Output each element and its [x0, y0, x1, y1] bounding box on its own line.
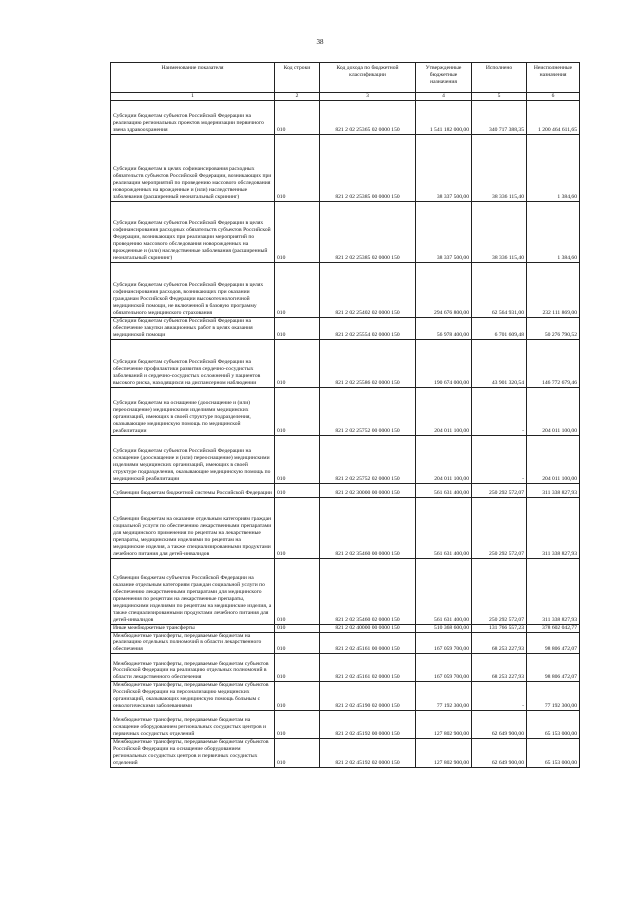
table-row [111, 201, 580, 262]
table-row [111, 558, 580, 624]
header-income-code: Код дохода по бюджетной классификации [320, 63, 416, 93]
table-row [111, 682, 580, 711]
row-remaining: 1 200 464 611,65 [527, 100, 580, 134]
table-header-row [111, 63, 580, 93]
row-approved: 204 011 100,00 [416, 387, 472, 435]
row-income-code: 821 2 02 25365 02 0000 150 [320, 100, 416, 134]
table-row [111, 624, 580, 632]
row-executed: 62 649 900,00 [472, 738, 527, 767]
row-executed: 340 717 388,35 [472, 100, 527, 134]
row-name: Субвенции бюджетам на оказание отдельным категориям граждан социальной услуги по обеспечению лекарственными препаратами для медицинского применения по рецептам на лекарственные препараты, медицинскими изделиями по рецептам на медицинские изделия, а также специализированными продуктами лечебного питания для детей-инвалидов [111, 497, 275, 558]
row-name: Субсидии бюджетам субъектов Российской Федерации в целях софинансирования расходных обязательств субъектов Российской Федерации, возникающих при реализации мероприятий по проведению массового обследования новорожденных на врожденные и (или) наследственные заболевания (расширенный неонатальный скрининг) [111, 201, 275, 262]
table-row [111, 435, 580, 483]
row-executed: 38 336 115,40 [472, 134, 527, 201]
row-approved: 167 059 700,00 [416, 632, 472, 654]
row-executed: - [472, 682, 527, 711]
row-approved: 561 631 400,00 [416, 558, 472, 624]
row-approved: 127 802 900,00 [416, 738, 472, 767]
row-name: Субвенции бюджетам бюджетной системы Российской Федерации [111, 483, 275, 497]
row-remaining: 311 338 827,93 [527, 558, 580, 624]
column-index: 6 [527, 93, 580, 101]
table-row [111, 632, 580, 654]
row-income-code: 821 2 02 25402 02 0000 150 [320, 262, 416, 317]
column-index: 5 [472, 93, 527, 101]
row-name: Субсидии бюджетам субъектов Российской Федерации в целях софинансирования расходов, возникающих при оказании гражданам Российской Федерации высокотехнологичной медицинской помощи, не включенной в базовую программу обязательного медицинского страхования [111, 262, 275, 317]
column-index: 1 [111, 93, 275, 101]
row-executed: 131 766 557,23 [472, 624, 527, 632]
row-code: 010 [275, 483, 320, 497]
column-index-row [111, 93, 580, 101]
row-code: 010 [275, 497, 320, 558]
row-code: 010 [275, 339, 320, 387]
row-remaining: 50 276 790,52 [527, 317, 580, 339]
row-approved: 167 059 700,00 [416, 654, 472, 682]
row-income-code: 821 2 02 30000 00 0000 150 [320, 483, 416, 497]
header-executed: Исполнено [472, 63, 527, 93]
table-row [111, 654, 580, 682]
header-approved: Утвержденные бюджетные назначения [416, 63, 472, 93]
row-code: 010 [275, 134, 320, 201]
header-row-code: Код строки [275, 63, 320, 93]
row-income-code: 821 2 02 45161 00 0000 150 [320, 632, 416, 654]
row-approved: 38 337 500,00 [416, 134, 472, 201]
row-income-code: 821 2 02 35460 00 0000 150 [320, 497, 416, 558]
row-approved: 510 368 600,00 [416, 624, 472, 632]
row-approved: 1 541 182 000,00 [416, 100, 472, 134]
table-row [111, 262, 580, 317]
row-code: 010 [275, 710, 320, 738]
table-row [111, 483, 580, 497]
row-code: 010 [275, 682, 320, 711]
row-approved: 127 802 900,00 [416, 710, 472, 738]
table-row [111, 387, 580, 435]
row-remaining: 232 111 869,00 [527, 262, 580, 317]
row-income-code: 821 2 02 25752 02 0000 150 [320, 435, 416, 483]
row-executed: 62 564 931,00 [472, 262, 527, 317]
report-table [110, 62, 580, 768]
column-index: 3 [320, 93, 416, 101]
row-name: Межбюджетные трансферты, передаваемые бюджетам субъектов Российской Федерации на персонализацию медицинских организаций, оказывающих медицинскую помощь больным с онкологическими заболеваниями [111, 682, 275, 711]
row-income-code: 821 2 02 45192 02 0000 150 [320, 738, 416, 767]
row-income-code: 821 2 02 25385 02 0000 150 [320, 201, 416, 262]
row-remaining: 311 338 827,93 [527, 497, 580, 558]
row-approved: 38 337 500,00 [416, 201, 472, 262]
row-remaining: 65 153 000,00 [527, 738, 580, 767]
page-number: 38 [316, 38, 324, 46]
row-code: 010 [275, 654, 320, 682]
column-index: 4 [416, 93, 472, 101]
row-name: Межбюджетные трансферты, передаваемые бюджетам на реализацию отдельных полномочий в области лекарственного обеспечения [111, 632, 275, 654]
row-remaining: 204 011 100,00 [527, 435, 580, 483]
row-income-code: 821 2 02 25586 02 0000 150 [320, 339, 416, 387]
row-code: 010 [275, 262, 320, 317]
row-remaining: 311 338 827,93 [527, 483, 580, 497]
row-name: Межбюджетные трансферты, передаваемые бюджетам на оснащение оборудованием региональных сосудистых центров и первичных сосудистых отделений [111, 710, 275, 738]
row-executed: 68 253 227,93 [472, 654, 527, 682]
column-index: 2 [275, 93, 320, 101]
row-executed: 43 901 320,54 [472, 339, 527, 387]
row-remaining: 1 384,60 [527, 134, 580, 201]
row-code: 010 [275, 435, 320, 483]
row-name: Иные межбюджетные трансферты [111, 624, 275, 632]
table-row [111, 134, 580, 201]
row-name: Субвенции бюджетам субъектов Российской Федерации на оказание отдельным категориям граждан социальной услуги по обеспечению лекарственными препаратами для медицинского применения по рецептам на лекарственные препараты, медицинскими изделиями по рецептам на медицинские изделия, а также специализированными продуктами лечебного питания для детей-инвалидов [111, 558, 275, 624]
row-executed: 38 336 115,40 [472, 201, 527, 262]
row-code: 010 [275, 317, 320, 339]
row-name: Субсидии бюджетам в целях софинансирования расходных обязательств субъектов Российской Федерации, возникающих при реализации мероприятий по проведению массового обследования новорожденных на врожденные и (или) наследственные заболевания (расширенный неонатальный скрининг) [111, 134, 275, 201]
row-executed: - [472, 435, 527, 483]
row-income-code: 821 2 02 45190 02 0000 150 [320, 682, 416, 711]
row-remaining: 98 806 472,07 [527, 654, 580, 682]
row-code: 010 [275, 201, 320, 262]
row-name: Межбюджетные трансферты, передаваемые бюджетам субъектов Российской Федерации на реализацию отдельных полномочий в области лекарственного обеспечения [111, 654, 275, 682]
table-row [111, 738, 580, 767]
row-code: 010 [275, 624, 320, 632]
header-remaining: Неисполненные назначения [527, 63, 580, 93]
row-income-code: 821 2 02 35460 02 0000 150 [320, 558, 416, 624]
row-approved: 204 011 100,00 [416, 435, 472, 483]
row-name: Субсидии бюджетам субъектов Российской Федерации на обеспечение закупки авиационных работ в целях оказания медицинской помощи [111, 317, 275, 339]
table-row [111, 710, 580, 738]
row-approved: 561 631 400,00 [416, 497, 472, 558]
row-remaining: 1 384,60 [527, 201, 580, 262]
row-code: 010 [275, 100, 320, 134]
row-income-code: 821 2 02 25385 00 0000 150 [320, 134, 416, 201]
row-name: Субсидии бюджетам субъектов Российской Федерации на оснащение (дооснащение и (или) переоснащение) медицинскими изделиями медицинских организаций, имеющих в своей структуре подразделения, оказывающие медицинскую помощь по медицинской реабилитации [111, 435, 275, 483]
row-income-code: 821 2 02 45192 00 0000 150 [320, 710, 416, 738]
row-income-code: 821 2 02 25752 00 0000 150 [320, 387, 416, 435]
row-executed: 250 292 572,07 [472, 483, 527, 497]
row-approved: 190 674 000,00 [416, 339, 472, 387]
row-remaining: 204 011 100,00 [527, 387, 580, 435]
row-remaining: 378 602 042,77 [527, 624, 580, 632]
row-income-code: 821 2 02 40000 00 0000 150 [320, 624, 416, 632]
table-row [111, 497, 580, 558]
row-income-code: 821 2 02 25554 02 0000 150 [320, 317, 416, 339]
row-code: 010 [275, 632, 320, 654]
row-executed: 250 292 572,07 [472, 558, 527, 624]
row-executed: 68 253 227,93 [472, 632, 527, 654]
row-approved: 56 978 400,00 [416, 317, 472, 339]
row-name: Субсидии бюджетам субъектов Российской Федерации на реализацию региональных проектов модернизации первичного звена здравоохранения [111, 100, 275, 134]
row-approved: 561 631 400,00 [416, 483, 472, 497]
row-remaining: 77 192 300,00 [527, 682, 580, 711]
row-remaining: 65 153 000,00 [527, 710, 580, 738]
row-income-code: 821 2 02 45161 02 0000 150 [320, 654, 416, 682]
row-remaining: 146 772 679,46 [527, 339, 580, 387]
row-name: Межбюджетные трансферты, передаваемые бюджетам субъектов Российской Федерации на оснащение оборудованием региональных сосудистых центров и первичных сосудистых отделений [111, 738, 275, 767]
header-name: Наименование показателя [111, 63, 275, 93]
row-approved: 294 676 800,00 [416, 262, 472, 317]
row-approved: 77 192 300,00 [416, 682, 472, 711]
row-executed: 62 649 900,00 [472, 710, 527, 738]
row-name: Субсидии бюджетам на оснащение (дооснащение и (или) переоснащение) медицинскими изделиями медицинских организаций, имеющих в своей структуре подразделения, оказывающие медицинскую помощь по медицинской реабилитации [111, 387, 275, 435]
row-executed: 250 292 572,07 [472, 497, 527, 558]
table-row [111, 317, 580, 339]
table-row [111, 339, 580, 387]
row-code: 010 [275, 558, 320, 624]
row-code: 010 [275, 387, 320, 435]
row-remaining: 98 806 472,07 [527, 632, 580, 654]
table-row [111, 100, 580, 134]
row-name: Субсидии бюджетам субъектов Российской Федерации на обеспечение профилактики развития сердечно-сосудистых заболеваний и сердечно-сосудистых осложнений у пациентов высокого риска, находящихся на диспансерном наблюдении [111, 339, 275, 387]
row-executed: 6 701 609,48 [472, 317, 527, 339]
row-executed: - [472, 387, 527, 435]
row-code: 010 [275, 738, 320, 767]
